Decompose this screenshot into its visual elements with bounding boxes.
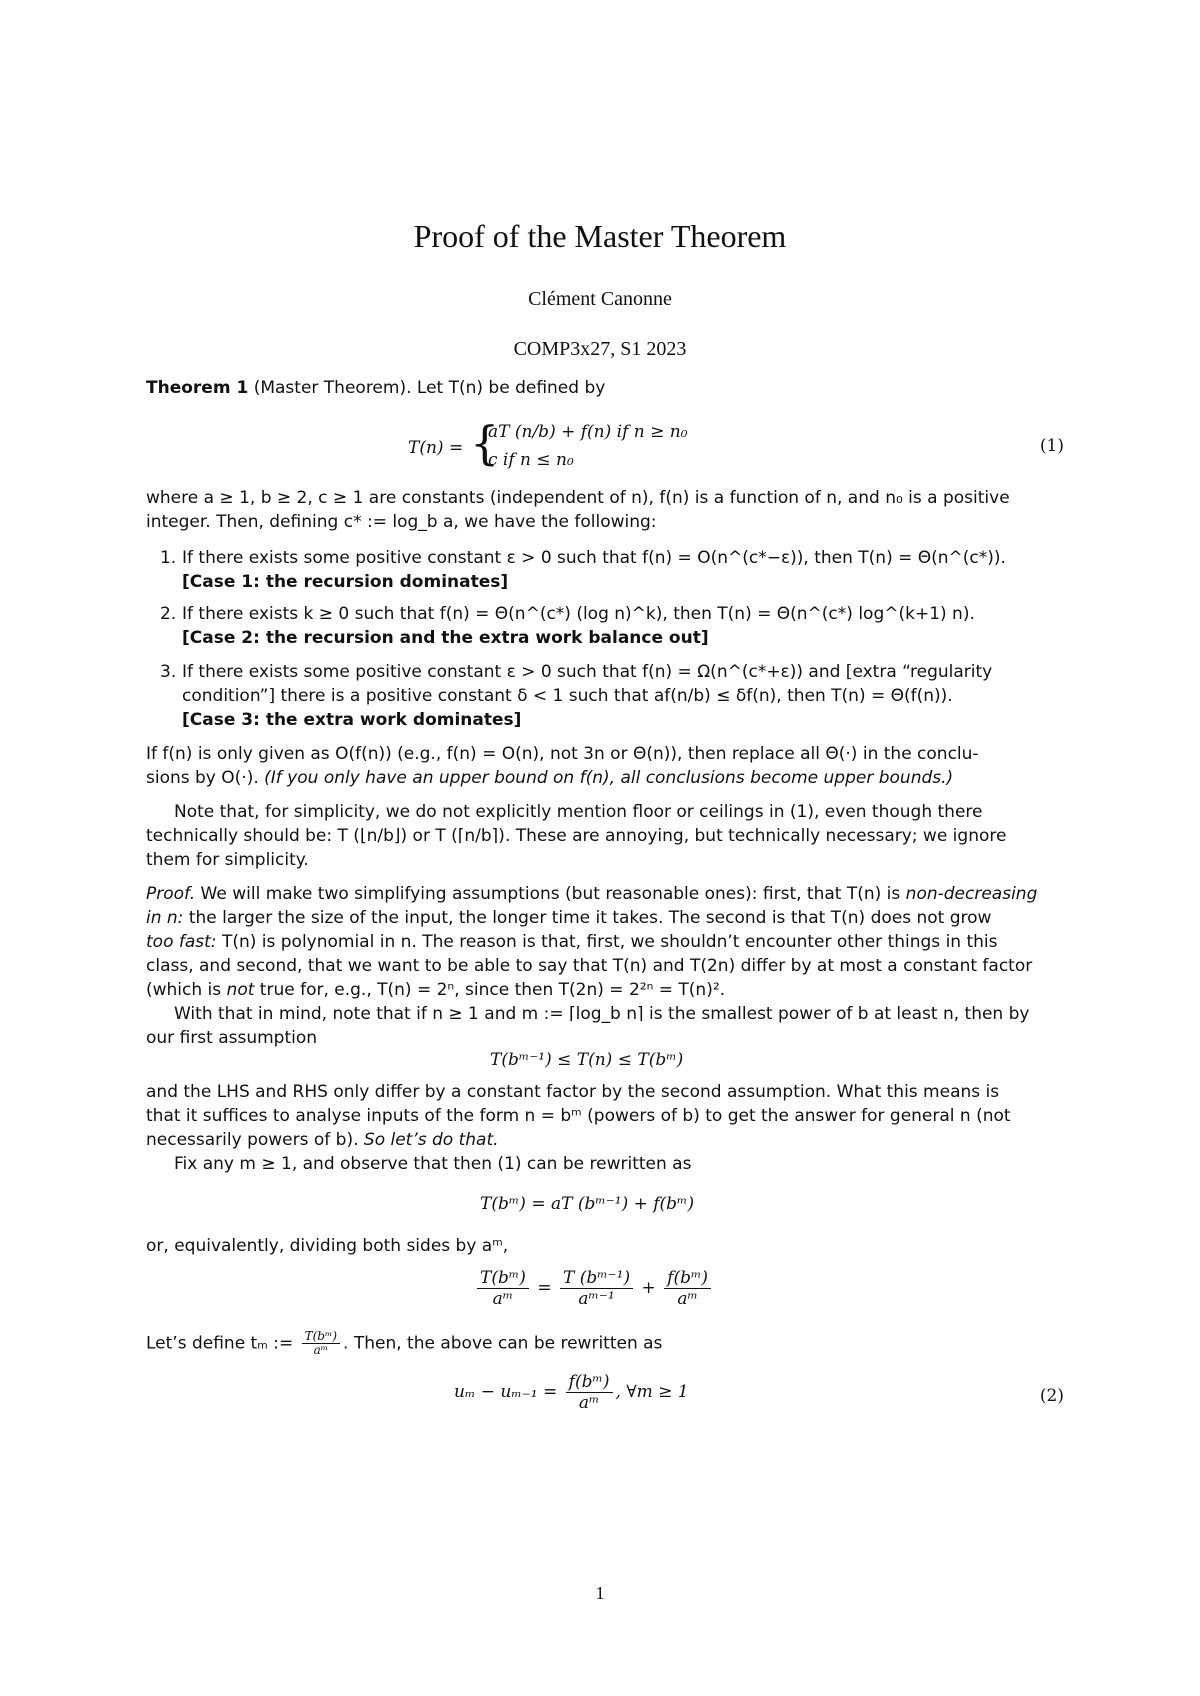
define-line — [146, 1330, 1064, 1357]
proof-label: Proof. — [146, 884, 196, 904]
where-line-1: where a ≥ 1, b ≥ 2, c ≥ 1 are constants (independent of n), f(n) is a function of n, and n₀ is a positive — [146, 488, 1010, 508]
lhs-line-2: that it suffices to analyse inputs of the form n = bᵐ (powers of b) to get the answer for general n (not — [146, 1106, 1011, 1126]
proof-line-4: class, and second, that we want to be able to say that T(n) and T(2n) differ by at most a constant factor — [146, 956, 1033, 976]
case-item-3-label: [Case 3: the extra work dominates] — [182, 710, 522, 730]
case-item-1-text: If there exists some positive constant ε > 0 such that f(n) = O(n^(c*−ε)), then T(n) = Θ(n^(c*)). — [182, 548, 1006, 568]
equals-sign: = — [537, 1278, 552, 1298]
equation-bound: T(bᵐ⁻¹) ≤ T(n) ≤ T(bᵐ) — [490, 1050, 684, 1070]
equation-2 — [454, 1372, 689, 1413]
plus-sign: + — [641, 1278, 656, 1298]
case-item-2 — [160, 602, 1060, 626]
note-line-2: technically should be: T (⌊n/b⌋) or T (⌈n/b⌉). These are annoying, but technically necessary; we ignore — [146, 826, 1007, 846]
note-line-1: Note that, for simplicity, we do not explicitly mention floor or ceilings in (1), even though there — [174, 802, 983, 822]
if-only-line-2b: (If you only have an upper bound on f(n), all conclusions become upper bounds.) — [264, 768, 954, 788]
lhs-line-1: and the LHS and RHS only differ by a constant factor by the second assumption. What this means is — [146, 1082, 1000, 1102]
define-line-a: Let’s define tₘ := — [146, 1333, 294, 1354]
page-number: 1 — [595, 1583, 605, 1603]
equation-divided — [474, 1268, 714, 1309]
theorem-name: (Master Theorem). — [253, 378, 412, 398]
case-item-1-label: [Case 1: the recursion dominates] — [182, 572, 509, 592]
equation-number-2: (2) — [1039, 1386, 1064, 1406]
define-line-b: . Then, the above can be rewritten as — [343, 1333, 663, 1354]
proof-line-1 — [146, 882, 1064, 906]
fraction-rhs-2: $\frac{\text{f(bᵐ)}}{\text{aᵐ}}$ — [664, 1268, 711, 1309]
case-item-3-text-2: condition”] there is a positive constant δ < 1 such that af(n/b) ≤ δf(n), then T(n) = Θ(f(n)). — [182, 686, 953, 706]
eq2-lhs: uₘ − uₘ₋₁ = — [454, 1382, 558, 1402]
eq1-brace: { — [470, 416, 500, 470]
equation-number-1: (1) — [1039, 436, 1064, 456]
lhs-line-3 — [146, 1128, 1064, 1152]
fraction-lhs: $\frac{\text{T(bᵐ)}}{\text{aᵐ}}$ — [477, 1268, 529, 1309]
with-line-2: our first assumption — [146, 1028, 318, 1048]
eq1-lhs: T(n) = — [408, 438, 464, 458]
course-info: COMP3x27, S1 2023 — [513, 338, 687, 360]
theorem-heading — [146, 376, 1064, 400]
case-item-2-number: 2. — [160, 604, 177, 624]
fraction-rhs-1: $\frac{\text{T (bᵐ⁻¹)}}{\text{aᵐ⁻¹}}$ — [560, 1268, 633, 1309]
theorem-label: Theorem 1 — [146, 378, 249, 398]
if-only-line-1: If f(n) is only given as O(f(n)) (e.g., f(n) = O(n), not 3n or Θ(n)), then replace all Θ(·) in the conclu- — [146, 744, 979, 764]
author-name: Clément Canonne — [528, 288, 672, 310]
proof-line-5 — [146, 978, 1064, 1002]
proof-line-3a: too fast: — [146, 932, 217, 952]
theorem-intro: Let T(n) be defined by — [416, 378, 606, 398]
case-item-3-number: 3. — [160, 662, 177, 682]
proof-line-3b: T(n) is polynomial in n. The reason is that, first, we shouldn’t encounter other things in this — [221, 932, 998, 952]
proof-line-5a: (which is — [146, 980, 222, 1000]
case-item-3 — [160, 660, 1060, 684]
case-item-1 — [160, 546, 1060, 570]
proof-line-2a: in n: — [146, 908, 184, 928]
case-item-1-number: 1. — [160, 548, 177, 568]
equiv-line: or, equivalently, dividing both sides by aᵐ, — [146, 1236, 509, 1256]
if-only-line-2 — [146, 766, 1064, 790]
proof-line-3 — [146, 930, 1064, 954]
define-fraction: $\frac{\text{T(bᵐ)}}{\text{aᵐ}}$ — [302, 1330, 340, 1357]
proof-line-5c: true for, e.g., T(n) = 2ⁿ, since then T(2n) = 2²ⁿ = T(n)². — [259, 980, 726, 1000]
paper-title: Proof of the Master Theorem — [413, 218, 787, 254]
lhs-line-3a: necessarily powers of b). — [146, 1130, 359, 1150]
if-only-line-2a: sions by O(·). — [146, 768, 259, 788]
eq1-case1: aT (n/b) + f(n) if n ≥ n₀ — [488, 422, 688, 442]
fix-line: Fix any m ≥ 1, and observe that then (1) can be rewritten as — [174, 1154, 692, 1174]
proof-line-1a: We will make two simplifying assumptions (but reasonable ones): first, that T(n) is — [200, 884, 901, 904]
proof-line-1b: non-decreasing — [905, 884, 1038, 904]
case-item-3-text: If there exists some positive constant ε > 0 such that f(n) = Ω(n^(c*+ε)) and [extra “regularity — [182, 662, 993, 682]
lhs-line-3b: So let’s do that. — [363, 1130, 499, 1150]
eq1-case2: c if n ≤ n₀ — [488, 450, 574, 470]
proof-line-5b: not — [226, 980, 255, 1000]
note-line-3: them for simplicity. — [146, 850, 309, 870]
with-line-1: With that in mind, note that if n ≥ 1 and m := ⌈log_b n⌉ is the smallest power of b at least n, then by — [174, 1004, 1030, 1024]
where-line-2: integer. Then, defining c* := log_b a, we have the following: — [146, 512, 657, 532]
proof-line-2b: the larger the size of the input, the longer time it takes. The second is that T(n) does not grow — [188, 908, 992, 928]
equation-recurrence: T(bᵐ) = aT (bᵐ⁻¹) + f(bᵐ) — [480, 1194, 695, 1214]
proof-line-2 — [146, 906, 1064, 930]
case-item-2-label: [Case 2: the recursion and the extra work balance out] — [182, 628, 709, 648]
eq2-fraction: $\frac{\text{f(bᵐ)}}{\text{aᵐ}}$ — [566, 1372, 613, 1413]
eq2-rhs: , ∀m ≥ 1 — [615, 1382, 689, 1402]
case-item-2-text: If there exists k ≥ 0 such that f(n) = Θ(n^(c*) (log n)^k), then T(n) = Θ(n^(c*) log^(k+1) n). — [182, 604, 975, 624]
